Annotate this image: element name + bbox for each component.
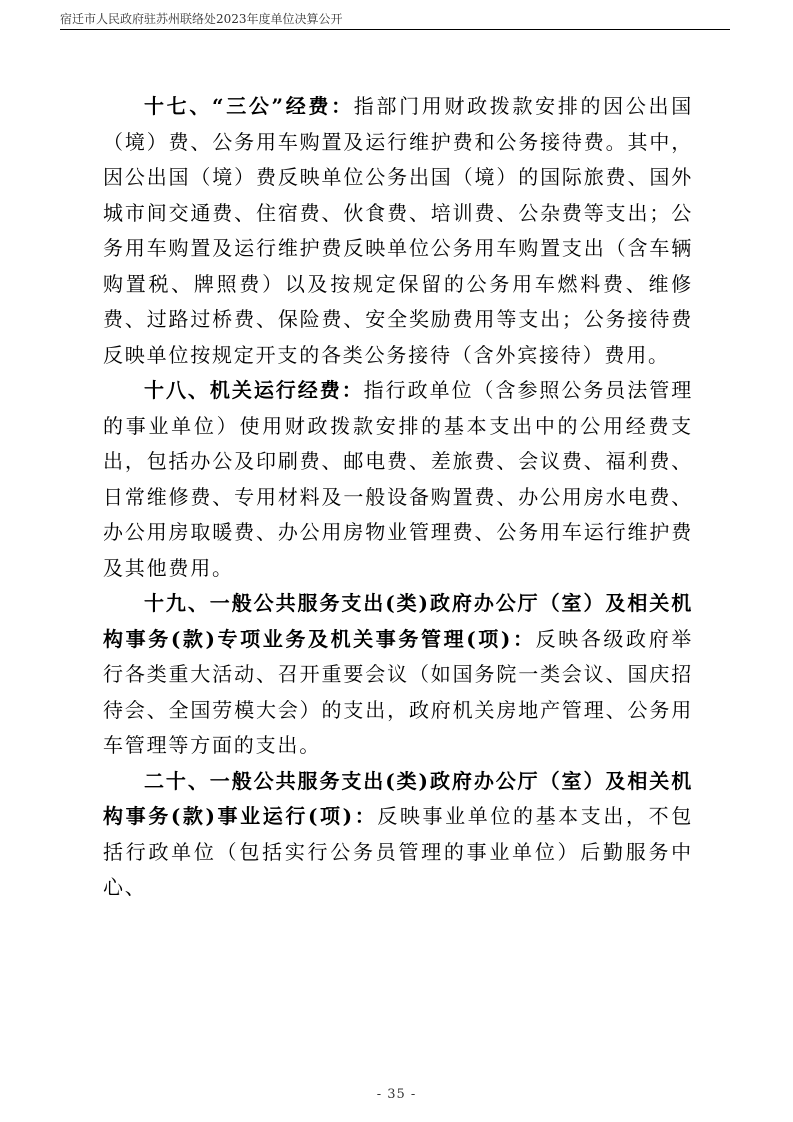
paragraph-item-18: [103, 373, 693, 586]
document-body: [103, 89, 693, 906]
paragraph-item-19: [103, 586, 693, 764]
page-header: [60, 12, 730, 30]
document-title: 宿迁市人民政府驻苏州联络处2023年度单位决算公开: [60, 12, 343, 26]
paragraph-heading: 十八、机关运行经费：: [144, 378, 364, 402]
paragraph-heading: 二十、一般公共服务支出(类)政府办公厅（室）及相关机构事务(款)事业运行(项)：: [103, 768, 693, 828]
paragraph-text: 反映事业单位的基本支出，不包括行政单位（包括实行公务员管理的事业单位）后勤服务中心、: [103, 804, 693, 899]
page-number: - 35 -: [376, 1087, 417, 1102]
paragraph-item-20: [103, 764, 693, 906]
paragraph-text: 指行政单位（含参照公务员法管理的事业单位）使用财政拨款安排的基本支出中的公用经费支出，包括办公及印刷费、邮电费、差旅费、会议费、福利费、日常维修费、专用材料及一般设备购置费、办公用房水电费、办公用房取暖费、办公用房物业管理费、公务用车运行维护费及其他费用。: [103, 378, 694, 580]
paragraph-item-17: [103, 89, 693, 373]
page-footer: [0, 1087, 793, 1102]
paragraph-text: 指部门用财政拨款安排的因公出国（境）费、公务用车购置及运行维护费和公务接待费。其中，因公出国（境）费反映单位公务出国（境）的国际旅费、国外城市间交通费、住宿费、伙食费、培训费、公杂费等支出；公务用车购置及运行维护费反映单位公务用车购置支出（含车辆购置税、牌照费）以及按规定保留的公务用车燃料费、维修费、过路过桥费、保险费、安全奖励费用等支出；公务接待费反映单位按规定开支的各类公务接待（含外宾接待）费用。: [103, 94, 694, 367]
paragraph-heading: 十九、一般公共服务支出(类)政府办公厅（室）及相关机构事务(款)专项业务及机关事务管理(项)：: [103, 591, 693, 651]
paragraph-text: 反映各级政府举行各类重大活动、召开重要会议（如国务院一类会议、国庆招待会、全国劳模大会）的支出，政府机关房地产管理、公务用车管理等方面的支出。: [103, 626, 693, 757]
paragraph-heading: 十七、“三公”经费：: [144, 94, 354, 118]
